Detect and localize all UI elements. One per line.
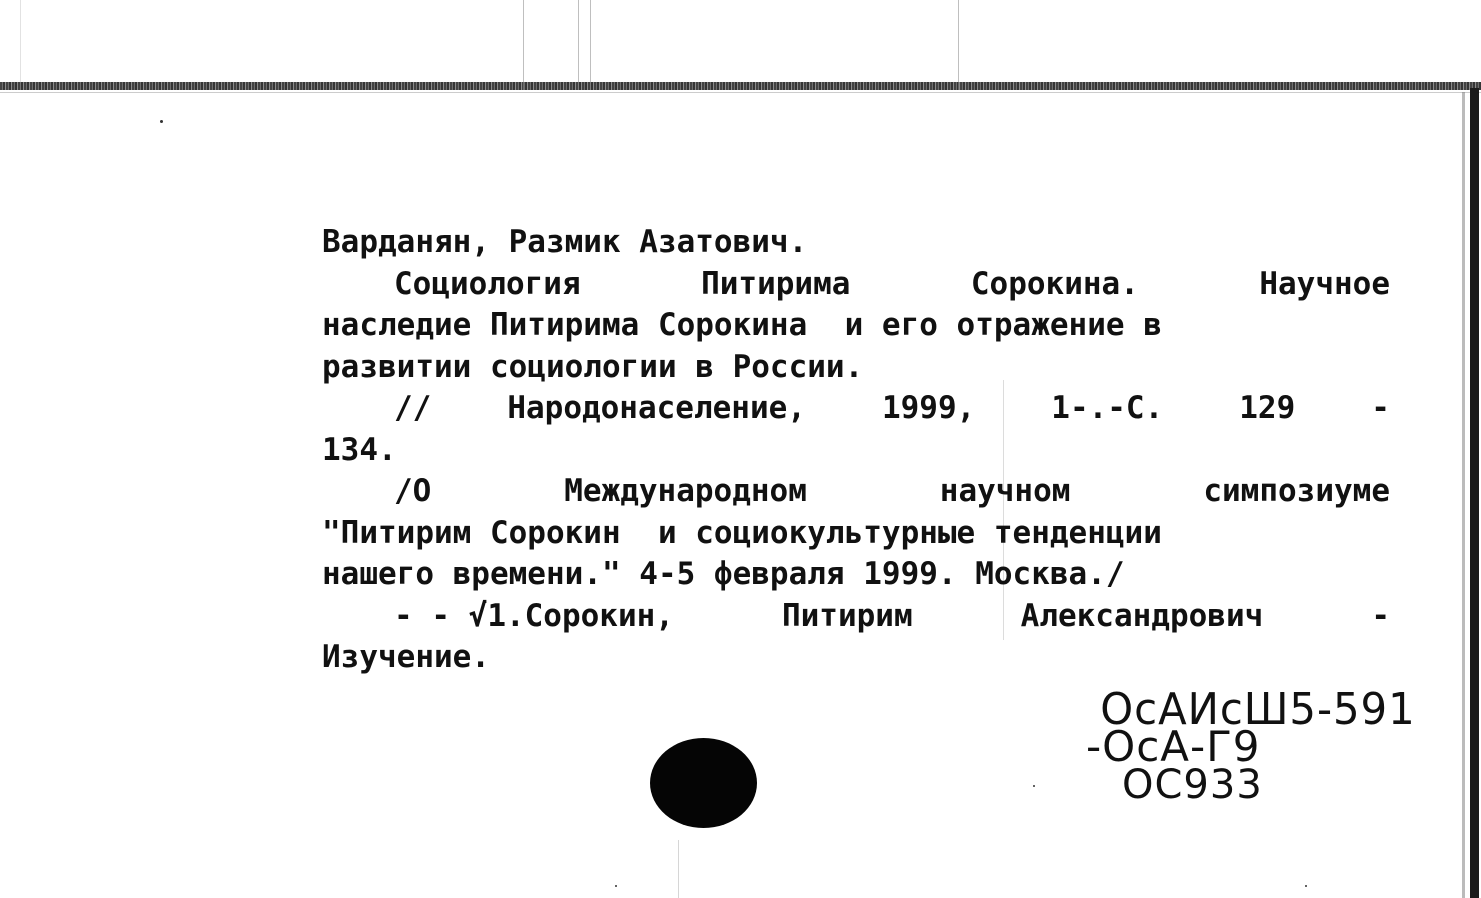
card-right-edge-shadow <box>1462 92 1465 898</box>
title-word: Питирима <box>701 265 851 302</box>
title-line-2: наследие Питирима Сорокина и его отражение в <box>322 307 1162 343</box>
dust-speck <box>615 885 617 887</box>
handwritten-code: ОсАИсШ5-591 <box>1100 684 1416 735</box>
scan-artifact-line <box>20 0 21 90</box>
dust-speck <box>160 120 163 123</box>
note-line-3: нашего времени." 4-5 февраля 1999. Москва./ <box>322 556 1125 592</box>
note-line-1 <box>322 471 1390 513</box>
dust-speck <box>1305 885 1307 887</box>
note-word: научном <box>939 473 1071 509</box>
source-part: 1999, <box>881 390 976 426</box>
note-word: /О <box>394 473 432 509</box>
dust-speck <box>1033 785 1035 787</box>
note-line-2: "Питирим Сорокин и социокультурные тенденции <box>322 514 1162 551</box>
scan-artifact-line <box>678 840 679 898</box>
title-word: Научное <box>1259 265 1390 302</box>
subject-line-2: Изучение. <box>322 639 490 675</box>
subject-part: - <box>1371 597 1390 634</box>
scan-artifact-line <box>590 0 591 90</box>
source-line-2: 134. <box>322 431 397 468</box>
scan-artifact-line <box>578 0 579 90</box>
subject-part: Александрович <box>1020 597 1264 634</box>
title-word: Сорокина. <box>970 265 1139 302</box>
card-entry <box>322 222 1390 679</box>
subject-part: - - √1.Сорокин, <box>394 597 674 634</box>
title-line-1 <box>322 264 1390 306</box>
handwritten-code: ОС933 <box>1122 762 1263 808</box>
source-part: 129 <box>1239 390 1296 426</box>
author-line: Варданян, Размик Азатович. <box>322 224 808 260</box>
source-part: - <box>1371 390 1390 426</box>
scan-artifact-line <box>958 0 959 90</box>
source-part: 1-.-С. <box>1051 390 1164 426</box>
source-line-1 <box>322 388 1390 430</box>
source-part: // <box>394 390 432 426</box>
title-line-3: развитии социологии в России. <box>322 348 864 385</box>
scan-top-border-thin <box>0 92 1481 93</box>
subject-part: Питирим <box>781 597 913 634</box>
card-right-edge <box>1470 88 1479 898</box>
note-word: Международном <box>564 473 807 509</box>
note-word: симпозиуме <box>1203 473 1390 509</box>
title-word: Социология <box>394 265 581 302</box>
punch-hole <box>650 738 757 828</box>
scan-top-border <box>0 82 1481 90</box>
handwritten-code: -ОсА-Г9 <box>1086 722 1261 771</box>
subject-line-1 <box>322 596 1390 638</box>
scan-artifact-line <box>523 0 524 90</box>
source-part: Народонаселение, <box>507 390 806 426</box>
